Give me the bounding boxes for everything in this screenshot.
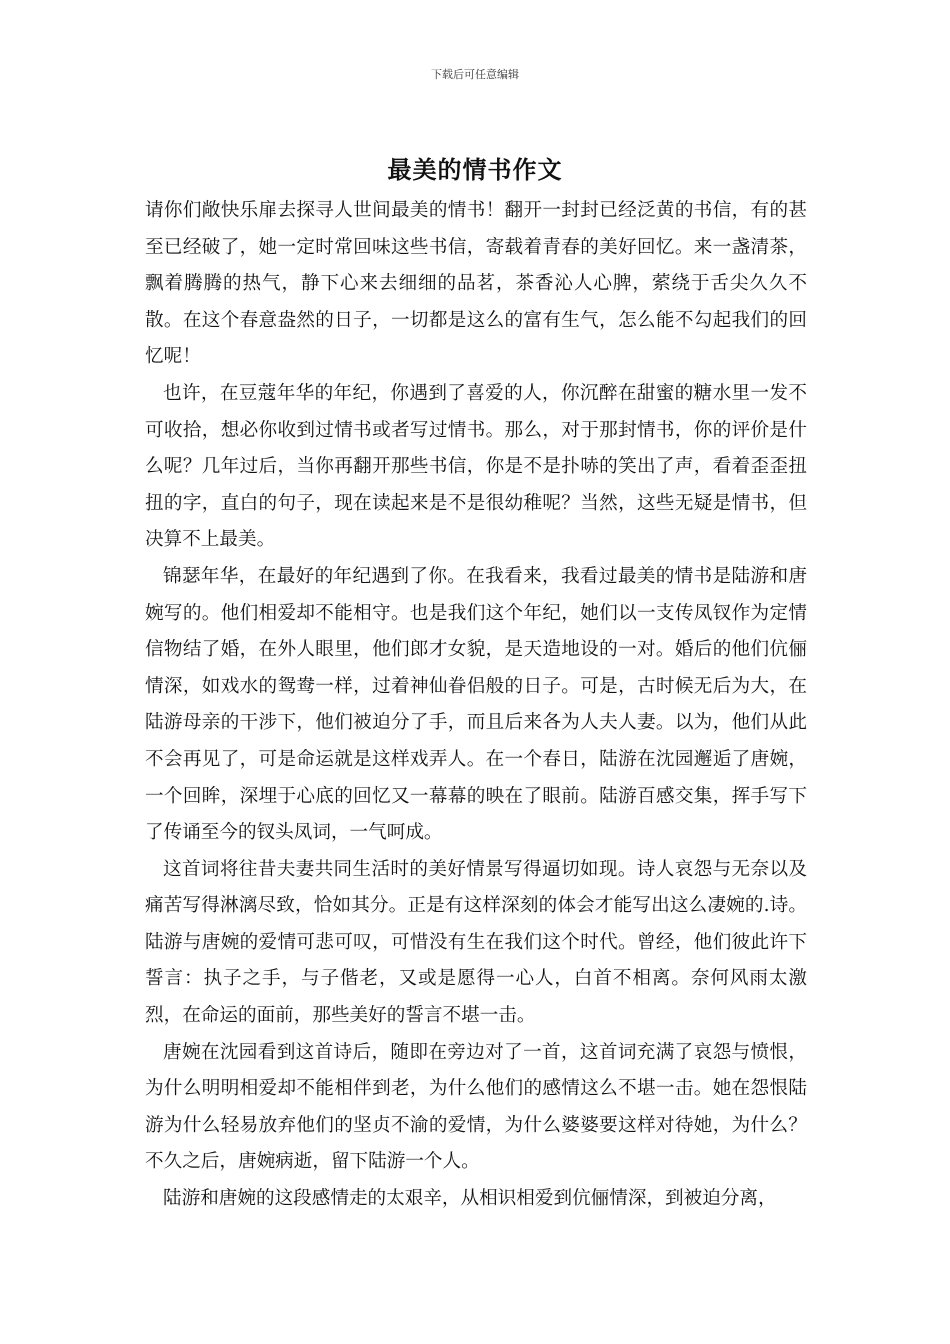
document-title: 最美的情书作文 bbox=[387, 155, 563, 184]
document-body bbox=[145, 193, 807, 1218]
paragraph: 锦瑟年华，在最好的年纪遇到了你。在我看来，我看过最美的情书是陆游和唐婉写的。他们相爱却不能相守。也是我们这个年纪，她们以一支传凤钗作为定情信物结了婚，在外人眼里，他们郎才女貌，是天造地设的一对。婚后的他们伉俪情深，如戏水的鸳鸯一样，过着神仙眷侣般的日子。可是，古时候无后为大，在陆游母亲的干涉下，他们被迫分了手，而且后来各为人夫人妻。以为，他们从此不会再见了，可是命运就是这样戏弄人。在一个春日，陆游在沈园邂逅了唐婉，一个回眸，深埋于心底的回忆又一幕幕的映在了眼前。陆游百感交集，挥手写下了传诵至今的钗头凤词，一气呵成。 bbox=[145, 565, 807, 844]
paragraph: 也许，在豆蔻年华的年纪，你遇到了喜爱的人，你沉醉在甜蜜的糖水里一发不可收拾，想必你收到过情书或者写过情书。那么，对于那封情书，你的评价是什么呢？几年过后，当你再翻开那些书信，你是不是扑哧的笑出了声，看着歪歪扭扭的字，直白的句子，现在读起来是不是很幼稚呢？当然，这些无疑是情书，但决算不上最美。 bbox=[145, 382, 807, 551]
paragraph: 陆游和唐婉的这段感情走的太艰辛，从相识相爱到伉俪情深，到被迫分离， bbox=[163, 1188, 777, 1210]
paragraph: 请你们敞快乐扉去探寻人世间最美的情书！翻开一封封已经泛黄的书信，有的甚至已经破了，她一定时常回味这些书信，寄载着青春的美好回忆。来一盏清茶，飘着腾腾的热气，静下心来去细细的品茗，茶香沁人心脾，萦绕于舌尖久久不散。在这个春意盎然的日子，一切都是这么的富有生气，怎么能不勾起我们的回忆呢！ bbox=[145, 200, 807, 368]
header-note: 下载后可任意编辑 bbox=[431, 68, 519, 81]
paragraph: 这首词将往昔夫妻共同生活时的美好情景写得逼切如现。诗人哀怨与无奈以及痛苦写得淋漓尽致，恰如其分。正是有这样深刻的体会才能写出这么凄婉的.诗。陆游与唐婉的爱情可悲可叹，可惜没有生在我们这个时代。曾经，他们彼此许下誓言：执子之手，与子偕老，又或是愿得一心人，白首不相离。奈何风雨太激烈，在命运的面前，那些美好的誓言不堪一击。 bbox=[145, 858, 807, 1027]
paragraph: 唐婉在沈园看到这首诗后，随即在旁边对了一首，这首词充满了哀怨与愤恨，为什么明明相爱却不能相伴到老，为什么他们的感情这么不堪一击。她在怨恨陆游为什么轻易放弃他们的坚贞不渝的爱情，为什么婆婆要这样对待她，为什么？不久之后，唐婉病逝，留下陆游一个人。 bbox=[145, 1041, 807, 1173]
